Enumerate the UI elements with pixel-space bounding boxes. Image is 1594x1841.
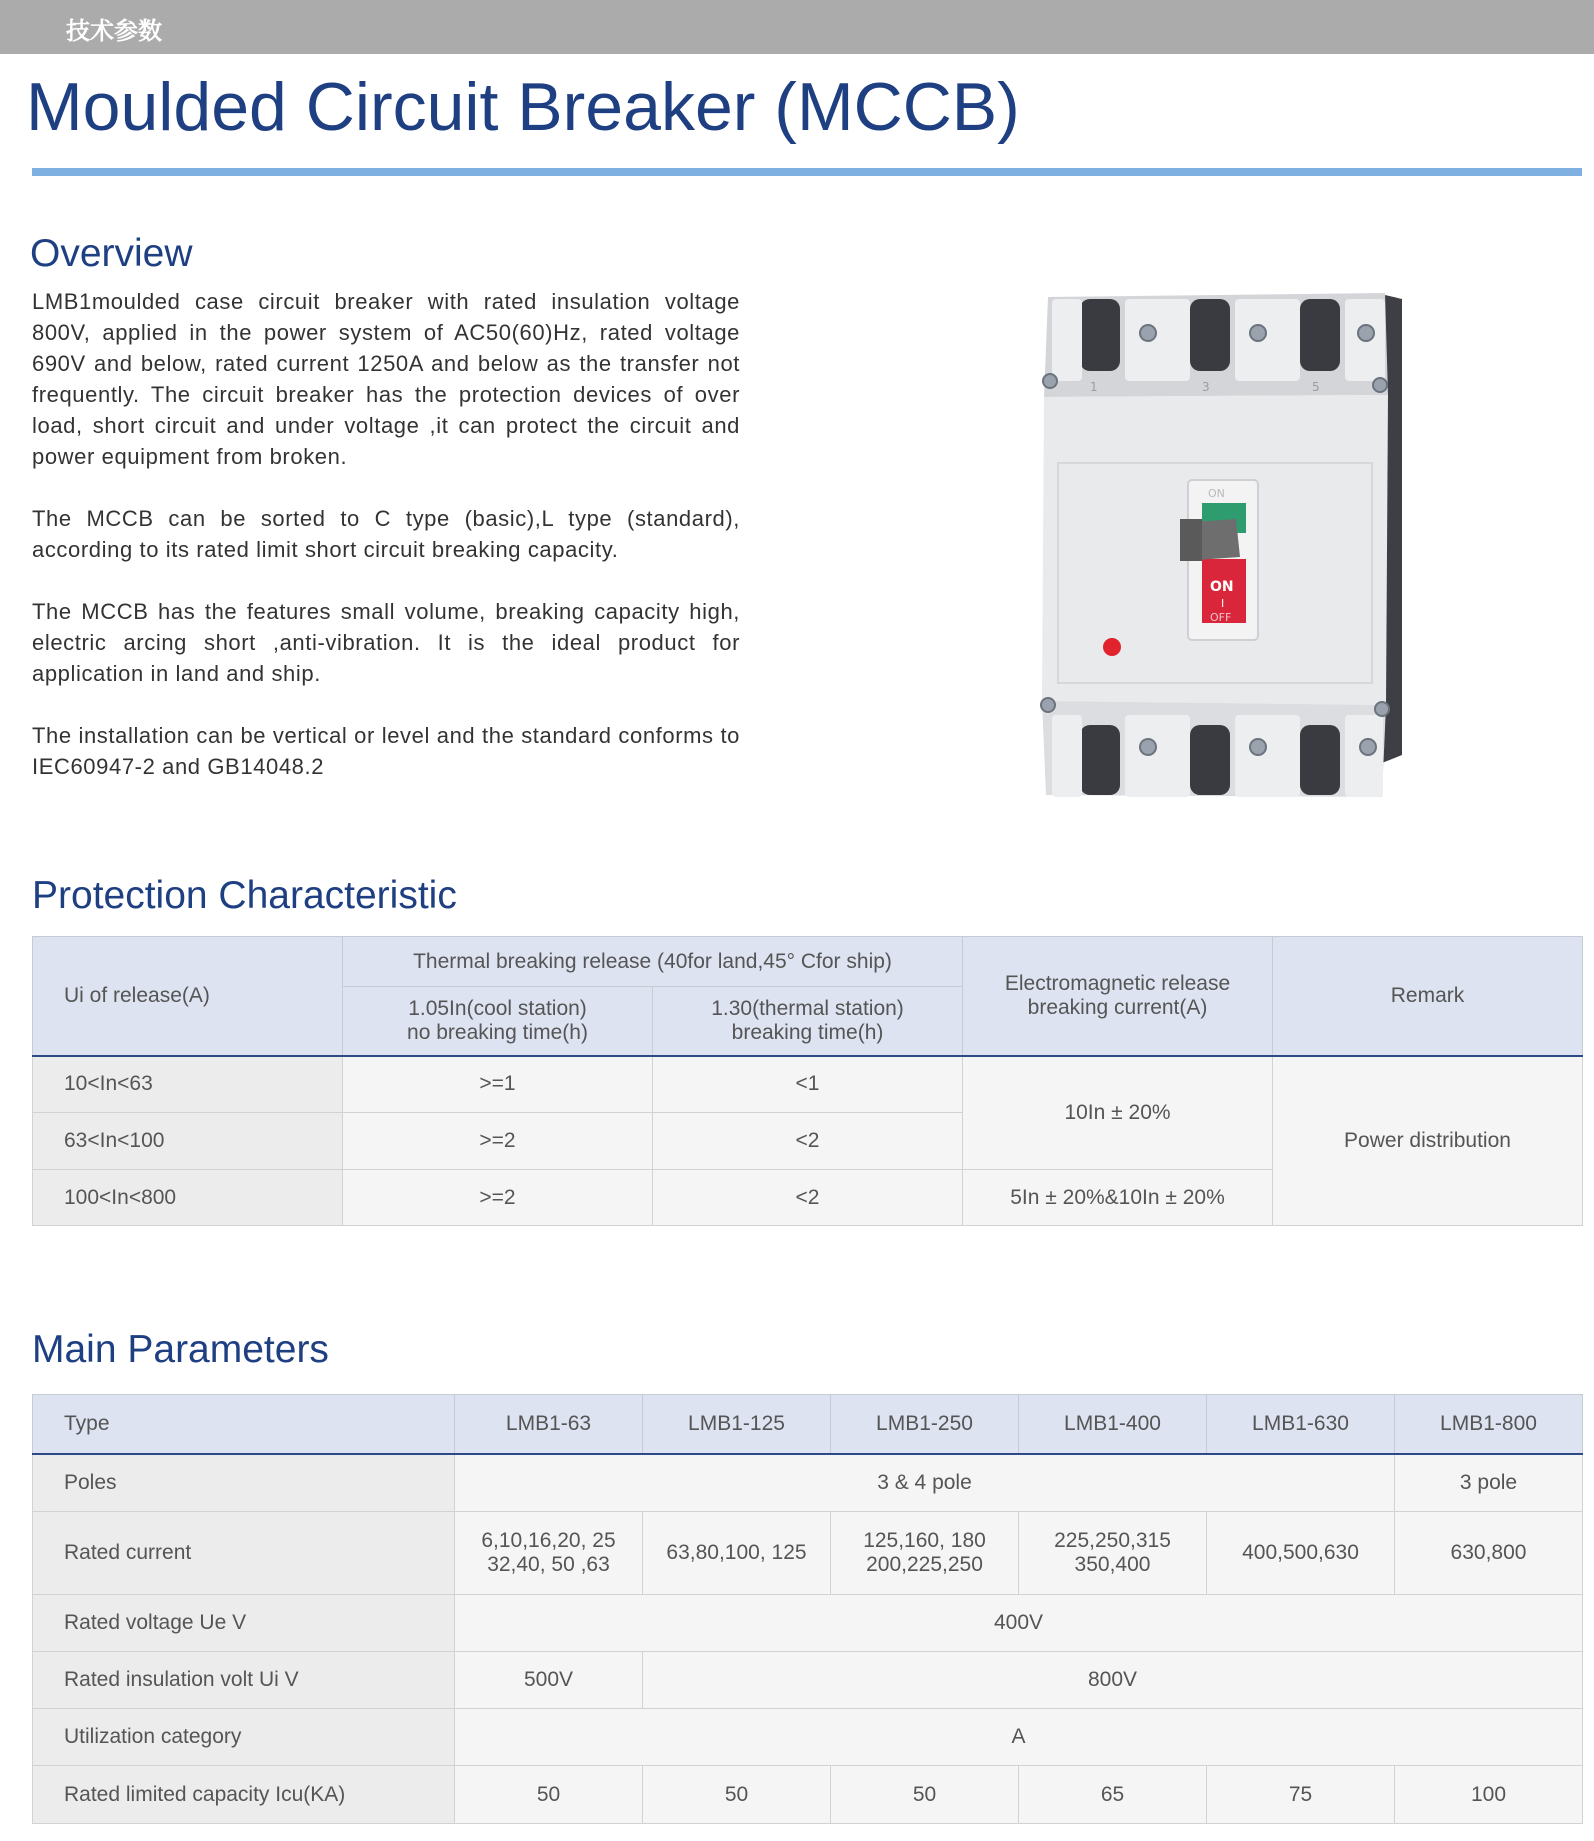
banner-tag: 技术参数 [66,17,162,45]
rated-current-line: 350,400 [1074,1553,1151,1576]
cool-cell: >=2 [343,1113,653,1170]
poles-cell: 3 pole [1395,1454,1583,1512]
page-title: Moulded Circuit Breaker (MCCB) [26,69,1020,145]
em-cell: 5In ± 20%&10In ± 20% [963,1170,1273,1226]
type-label: Type [33,1395,455,1454]
rated-current-cell [1019,1512,1207,1595]
ui-cell: 100<In<800 [33,1170,343,1226]
overview-text [32,286,740,813]
protection-table [32,936,1583,1226]
insulation-cell: 800V [643,1652,1583,1709]
header-electromagnetic [963,937,1273,1056]
thermal-cell: <2 [653,1170,963,1226]
rated-current-line: 225,250,315 [1054,1529,1171,1552]
header-remark: Remark [1273,937,1583,1056]
limited-capacity-cell: 100 [1395,1766,1583,1824]
header-thermal-line2: breaking time(h) [731,1020,884,1044]
poles-cell: 3 & 4 pole [455,1454,1395,1512]
header-cool-line2: no breaking time(h) [407,1020,588,1044]
table-row [33,1766,1583,1824]
switch-mark: I [1221,597,1225,610]
table-row [33,1056,1583,1113]
header-thermal-station [653,987,963,1056]
table-row [33,1709,1583,1766]
em-cell: 10In ± 20% [963,1056,1273,1170]
rated-current-cell [455,1512,643,1595]
rated-current-line: 200,225,250 [866,1553,983,1576]
rated-current-cell [1207,1512,1395,1595]
overview-paragraph: LMB1moulded case circuit breaker with rated insulation voltage 800V, applied in the power system of AC50(60)Hz, rated voltage 690V and below, rated current 1250A and below as the transfer not frequently. The circuit breaker has the protection devices of over load, short circuit and under voltage ,it can protect the circuit and power equipment from broken. [32,289,740,469]
top-banner [0,0,1594,54]
terminal-label: 3 [1202,380,1210,394]
insulation-label: Rated insulation volt Ui V [33,1652,455,1709]
cool-cell: >=2 [343,1170,653,1226]
limited-capacity-cell: 50 [831,1766,1019,1824]
poles-label: Poles [33,1454,455,1512]
overview-heading: Overview [30,232,193,275]
type-cell: LMB1-63 [455,1395,643,1454]
header-cool-line1: 1.05In(cool station) [408,996,587,1020]
switch-top-label: ON [1208,487,1225,500]
rated-current-line: 400,500,630 [1242,1541,1359,1564]
overview-paragraph: The MCCB has the features small volume, breaking capacity high, electric arcing short ,anti-vibration. It is the ideal product for application in land and ship. [32,599,740,686]
limited-capacity-cell: 50 [643,1766,831,1824]
rated-current-cell [831,1512,1019,1595]
thermal-cell: <2 [653,1113,963,1170]
rated-current-line: 32,40, 50 ,63 [487,1553,610,1576]
rated-current-cell [1395,1512,1583,1595]
title-divider [32,168,1582,176]
rated-current-line: 63,80,100, 125 [666,1541,807,1564]
rated-current-line: 6,10,16,20, 25 [481,1529,616,1552]
header-thermal-line1: 1.30(thermal station) [711,996,904,1020]
cool-cell: >=1 [343,1056,653,1113]
terminal-label: 1 [1090,380,1098,394]
rated-voltage-label: Rated voltage Ue V [33,1595,455,1652]
ui-cell: 10<In<63 [33,1056,343,1113]
limited-capacity-label: Rated limited capacity Icu(KA) [33,1766,455,1824]
type-cell: LMB1-630 [1207,1395,1395,1454]
utilization-cell: A [455,1709,1583,1766]
table-row [33,1454,1583,1512]
switch-on-label: ON [1210,579,1234,595]
limited-capacity-cell: 65 [1019,1766,1207,1824]
rated-current-line: 125,160, 180 [863,1529,986,1552]
type-cell: LMB1-125 [643,1395,831,1454]
protection-heading: Protection Characteristic [32,874,457,917]
terminal-label: 5 [1312,380,1320,394]
overview-paragraph: The MCCB can be sorted to C type (basic),L type (standard), according to its rated limit short circuit breaking capacity. [32,506,740,562]
table-row [33,1652,1583,1709]
type-cell: LMB1-250 [831,1395,1019,1454]
switch-bottom-label: OFF [1210,611,1232,624]
main-params-table [32,1394,1583,1824]
main-params-heading: Main Parameters [32,1328,329,1371]
limited-capacity-cell: 50 [455,1766,643,1824]
circuit-breaker-image [1030,285,1415,805]
table-row [33,1512,1583,1595]
rated-voltage-cell: 400V [455,1595,1583,1652]
type-cell: LMB1-400 [1019,1395,1207,1454]
header-thermal: Thermal breaking release (40for land,45° Cfor ship) [343,937,963,987]
table-row [33,1595,1583,1652]
header-em-line2: breaking current(A) [1027,995,1208,1019]
rated-current-cell [643,1512,831,1595]
type-cell: LMB1-800 [1395,1395,1583,1454]
ui-cell: 63<In<100 [33,1113,343,1170]
rated-current-label: Rated current [33,1512,455,1595]
header-cool-station [343,987,653,1056]
header-ui: Ui of release(A) [33,937,343,1056]
header-em-line1: Electromagnetic release [1004,971,1231,995]
rated-current-line: 630,800 [1450,1541,1527,1564]
insulation-cell: 500V [455,1652,643,1709]
limited-capacity-cell: 75 [1207,1766,1395,1824]
thermal-cell: <1 [653,1056,963,1113]
utilization-label: Utilization category [33,1709,455,1766]
remark-cell: Power distribution [1273,1056,1583,1226]
overview-paragraph: The installation can be vertical or level and the standard conforms to IEC60947-2 and GB14048.2 [32,723,740,779]
